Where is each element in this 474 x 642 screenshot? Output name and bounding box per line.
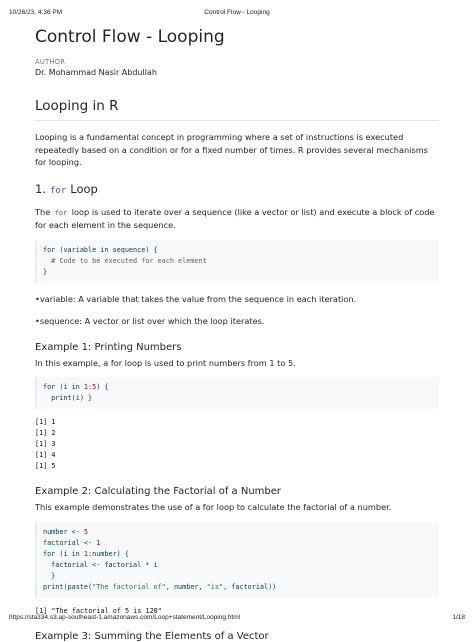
heading-number: 1.	[35, 181, 46, 196]
code-block-example2[interactable]	[35, 522, 439, 598]
inline-code-for: for	[54, 208, 68, 217]
code-number: 1:5	[83, 383, 97, 391]
document-content	[35, 26, 439, 642]
code-line: for (variable in sequence) {	[43, 245, 158, 254]
heading-word: Loop	[70, 181, 98, 196]
code-string: "is"	[206, 582, 224, 591]
code-text: , factorial))	[223, 582, 277, 591]
code-line: }	[43, 267, 48, 276]
code-text: print(i) }	[43, 394, 93, 402]
code-text: , number,	[165, 582, 207, 591]
code-text: :number) {	[88, 549, 129, 558]
output-line: [1] 5	[35, 462, 56, 470]
output-example2: [1] "The factorial of 5 is 120"	[35, 606, 162, 615]
author-name: Dr. Mohammad Nasir Abdullah	[35, 68, 157, 77]
author-label: AUTHOR	[35, 58, 66, 66]
desc-post: loop is used to iterate over a sequence (like a vector or list) and execute a block of code for each element in the sequence.	[35, 206, 435, 230]
code-text: number <-	[43, 527, 84, 536]
code-block-syntax[interactable]	[35, 240, 439, 283]
example2-heading: Example 2: Calculating the Factorial of a Number	[35, 486, 282, 497]
example2-description: This example demonstrates the use of a for loop to calculate the factorial of a number.	[35, 502, 392, 512]
print-header	[9, 9, 465, 19]
output-line: [1] 2	[35, 429, 56, 437]
code-number: 1	[96, 538, 101, 547]
code-number: 1	[83, 549, 89, 558]
print-footer	[9, 614, 465, 624]
code-text: factorial <- factorial * i	[43, 560, 158, 569]
for-loop-heading	[35, 182, 439, 196]
code-block-example1[interactable]	[35, 377, 439, 409]
example3-heading: Example 3: Summing the Elements of a Vector	[35, 630, 269, 642]
for-loop-description	[35, 206, 439, 232]
page-number: 1/18	[452, 614, 465, 621]
code-number: 5	[83, 527, 89, 536]
code-comment: # Code to be executed for each element	[43, 256, 207, 265]
code-text: }	[43, 571, 56, 580]
code-text: for (i in	[43, 549, 84, 558]
output-example1	[35, 417, 439, 472]
page-title: Control Flow - Looping	[35, 27, 225, 47]
code-text: print(paste(	[43, 582, 93, 591]
print-doc-title: Control Flow - Looping	[204, 9, 270, 16]
section-heading-looping: Looping in R	[35, 98, 439, 121]
example1-description: In this example, a for loop is used to print numbers from 1 to 5.	[35, 357, 296, 368]
intro-paragraph: Looping is a fundamental concept in programming where a set of instructions is executed repeatedly based on a condition or for a fixed number of times. R provides several mechanisms for looping.	[35, 132, 428, 167]
code-text: for (i in	[43, 383, 84, 391]
example1-heading: Example 1: Printing Numbers	[35, 341, 182, 353]
print-url: https://sta334.s3.ap-southeast-1.amazonaws.com/Loop+statement/Looping.html	[9, 614, 241, 621]
code-text: factorial <-	[43, 538, 97, 547]
print-datetime: 10/26/23, 4:36 PM	[9, 9, 63, 16]
output-line: [1] 3	[35, 440, 56, 448]
bullet-variable: •variable: A variable that takes the value from the sequence in each iteration.	[35, 293, 357, 304]
code-string: "The factorial of"	[92, 582, 166, 591]
heading-code: for	[49, 185, 67, 196]
desc-pre: The	[35, 206, 51, 217]
code-text: ) {	[96, 383, 109, 391]
bullet-sequence: •sequence: A vector or list over which the loop iterates.	[35, 316, 265, 326]
output-line: [1] 4	[35, 451, 56, 459]
output-line: [1] 1	[35, 418, 56, 426]
